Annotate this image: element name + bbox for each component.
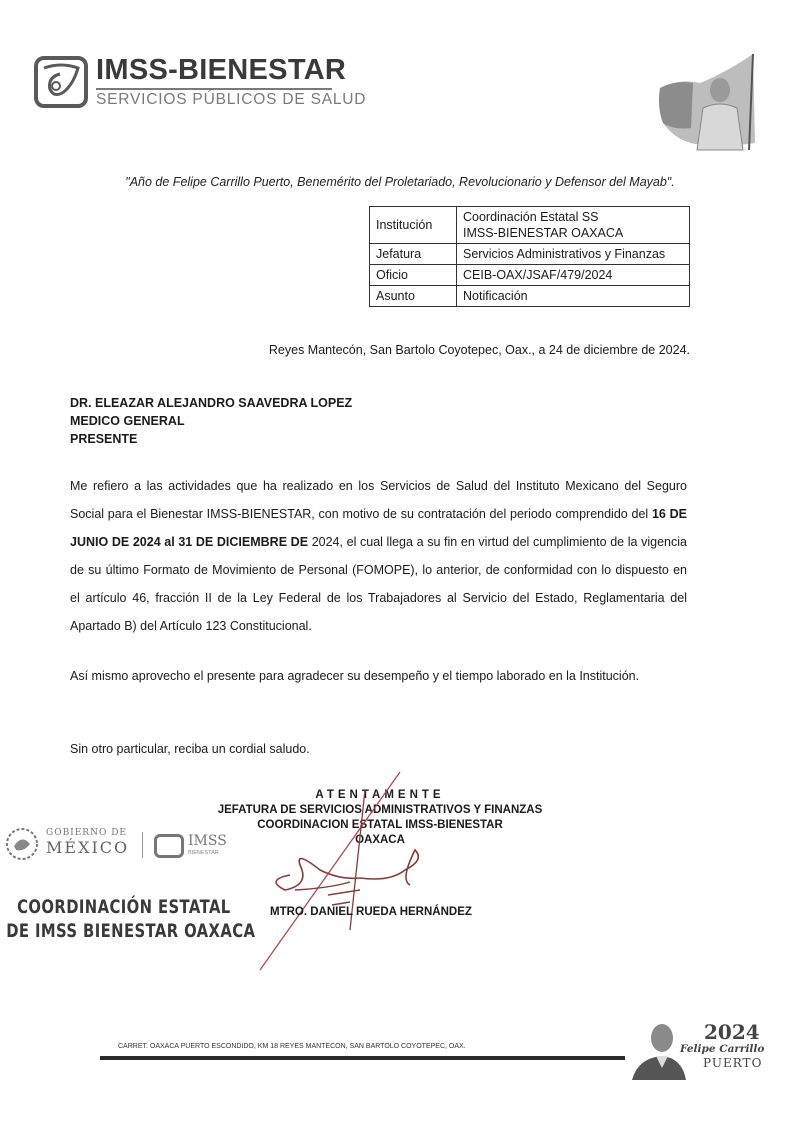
body-paragraph-1 [70,472,687,640]
footer-name-2: PUERTO [703,1056,763,1070]
institutional-stamp [0,895,255,943]
table-row [370,286,690,307]
signer-name: MTRO. DANIEL RUEDA HERNÁNDEZ [270,906,472,918]
signature-line-1: JEFATURA DE SERVICIOS ADMINISTRATIVOS Y FINANZAS [217,804,543,816]
footer-address: CARRET. OAXACA PUERTO ESCONDIDO, KM 18 REYES MANTECON, SAN BARTOLO COYOTEPEC, OAX. [118,1043,466,1050]
end-date: 31 DE DICIEMBRE DE [178,535,309,549]
row-value: Notificación [457,286,690,307]
stamp-line-2: DE IMSS BIENESTAR OAXACA [6,920,256,942]
imss-mini-logo-icon [154,834,184,858]
row-label: Oficio [370,265,457,286]
row-value-line: Coordinación Estatal SS [463,210,599,224]
imss-mini-label: IMSS [188,833,227,849]
mexico-coat-of-arms-icon [4,826,44,862]
recipient-block [70,394,352,448]
place-and-date: Reyes Mantecón, San Bartolo Coyotepec, Oax., a 24 de diciembre de 2024. [268,343,690,357]
bienestar-mini-label: BIENESTAR [188,850,219,856]
footer-name-1: Felipe Carrillo [680,1043,765,1055]
recipient-position: MEDICO GENERAL [70,414,185,428]
logo-subtitle: SERVICIOS PÚBLICOS DE SALUD [96,91,367,108]
footer-year: 2024 [704,1020,760,1044]
date-connector: al [160,535,179,549]
logo-divider [142,832,143,858]
imss-bienestar-logo-icon [34,56,88,108]
row-value [457,207,690,244]
row-label: Institución [370,207,457,244]
logo-title: IMSS-BIENESTAR [96,54,347,86]
paragraph-text: 2024, el cual llega a su fin en virtud del cumplimiento de la vigencia de su último Formato de Movimiento de Personal (FOMOPE), lo anterior, de conformidad con lo dispuesto en el artículo 46, fracción II de la Ley Federal de los Trabajadores al Servicio del Estado, Reglamentaria del Apartado B) del Artículo 123 Constitucional. [70,535,687,633]
gobierno-de-label: GOBIERNO DE [46,828,127,838]
recipient-name: DR. ELEAZAR ALEJANDRO SAAVEDRA LOPEZ [70,396,353,410]
row-label: Jefatura [370,244,457,265]
signature-line-3: OAXACA [355,834,405,846]
handwritten-signature-icon [250,770,450,975]
heroine-flag-emblem-icon [655,48,760,153]
row-value: Servicios Administrativos y Finanzas [457,244,690,265]
table-row [370,265,690,286]
row-value-line: IMSS-BIENESTAR OAXACA [463,226,624,240]
row-label: Asunto [370,286,457,307]
body-paragraph-2: Así mismo aprovecho el presente para agradecer su desempeño y el tiempo laborado en la Institución. [70,669,640,683]
footer-divider [100,1056,625,1060]
body-paragraph-3: Sin otro particular, reciba un cordial saludo. [70,742,310,756]
start-date: 16 DE JUNIO DE 2024 [70,507,687,549]
logo-divider [96,88,332,90]
table-row [370,207,690,244]
table-row [370,244,690,265]
year-motto: "Año de Felipe Carrillo Puerto, Benemérito del Proletariado, Revolucionario y Defensor del Mayab". [125,175,675,189]
document-info-table [369,206,690,307]
recipient-greeting: PRESENTE [70,432,138,446]
row-value: CEIB-OAX/JSAF/479/2024 [457,265,690,286]
stamp-line-1: COORDINACIÓN ESTATAL [17,896,231,918]
paragraph-text: Me refiero a las actividades que ha realizado en los Servicios de Salud del Instituto Mexicano del Seguro Social para el Bienestar IMSS-BIENESTAR, con motivo de su contratación del periodo comprendido del [70,479,687,521]
closing: ATENTAMENTE [315,789,445,801]
signature-line-2: COORDINACION ESTATAL IMSS-BIENESTAR [257,819,503,831]
mexico-label: MÉXICO [46,838,130,857]
felipe-carrillo-puerto-portrait-icon [628,1018,688,1082]
